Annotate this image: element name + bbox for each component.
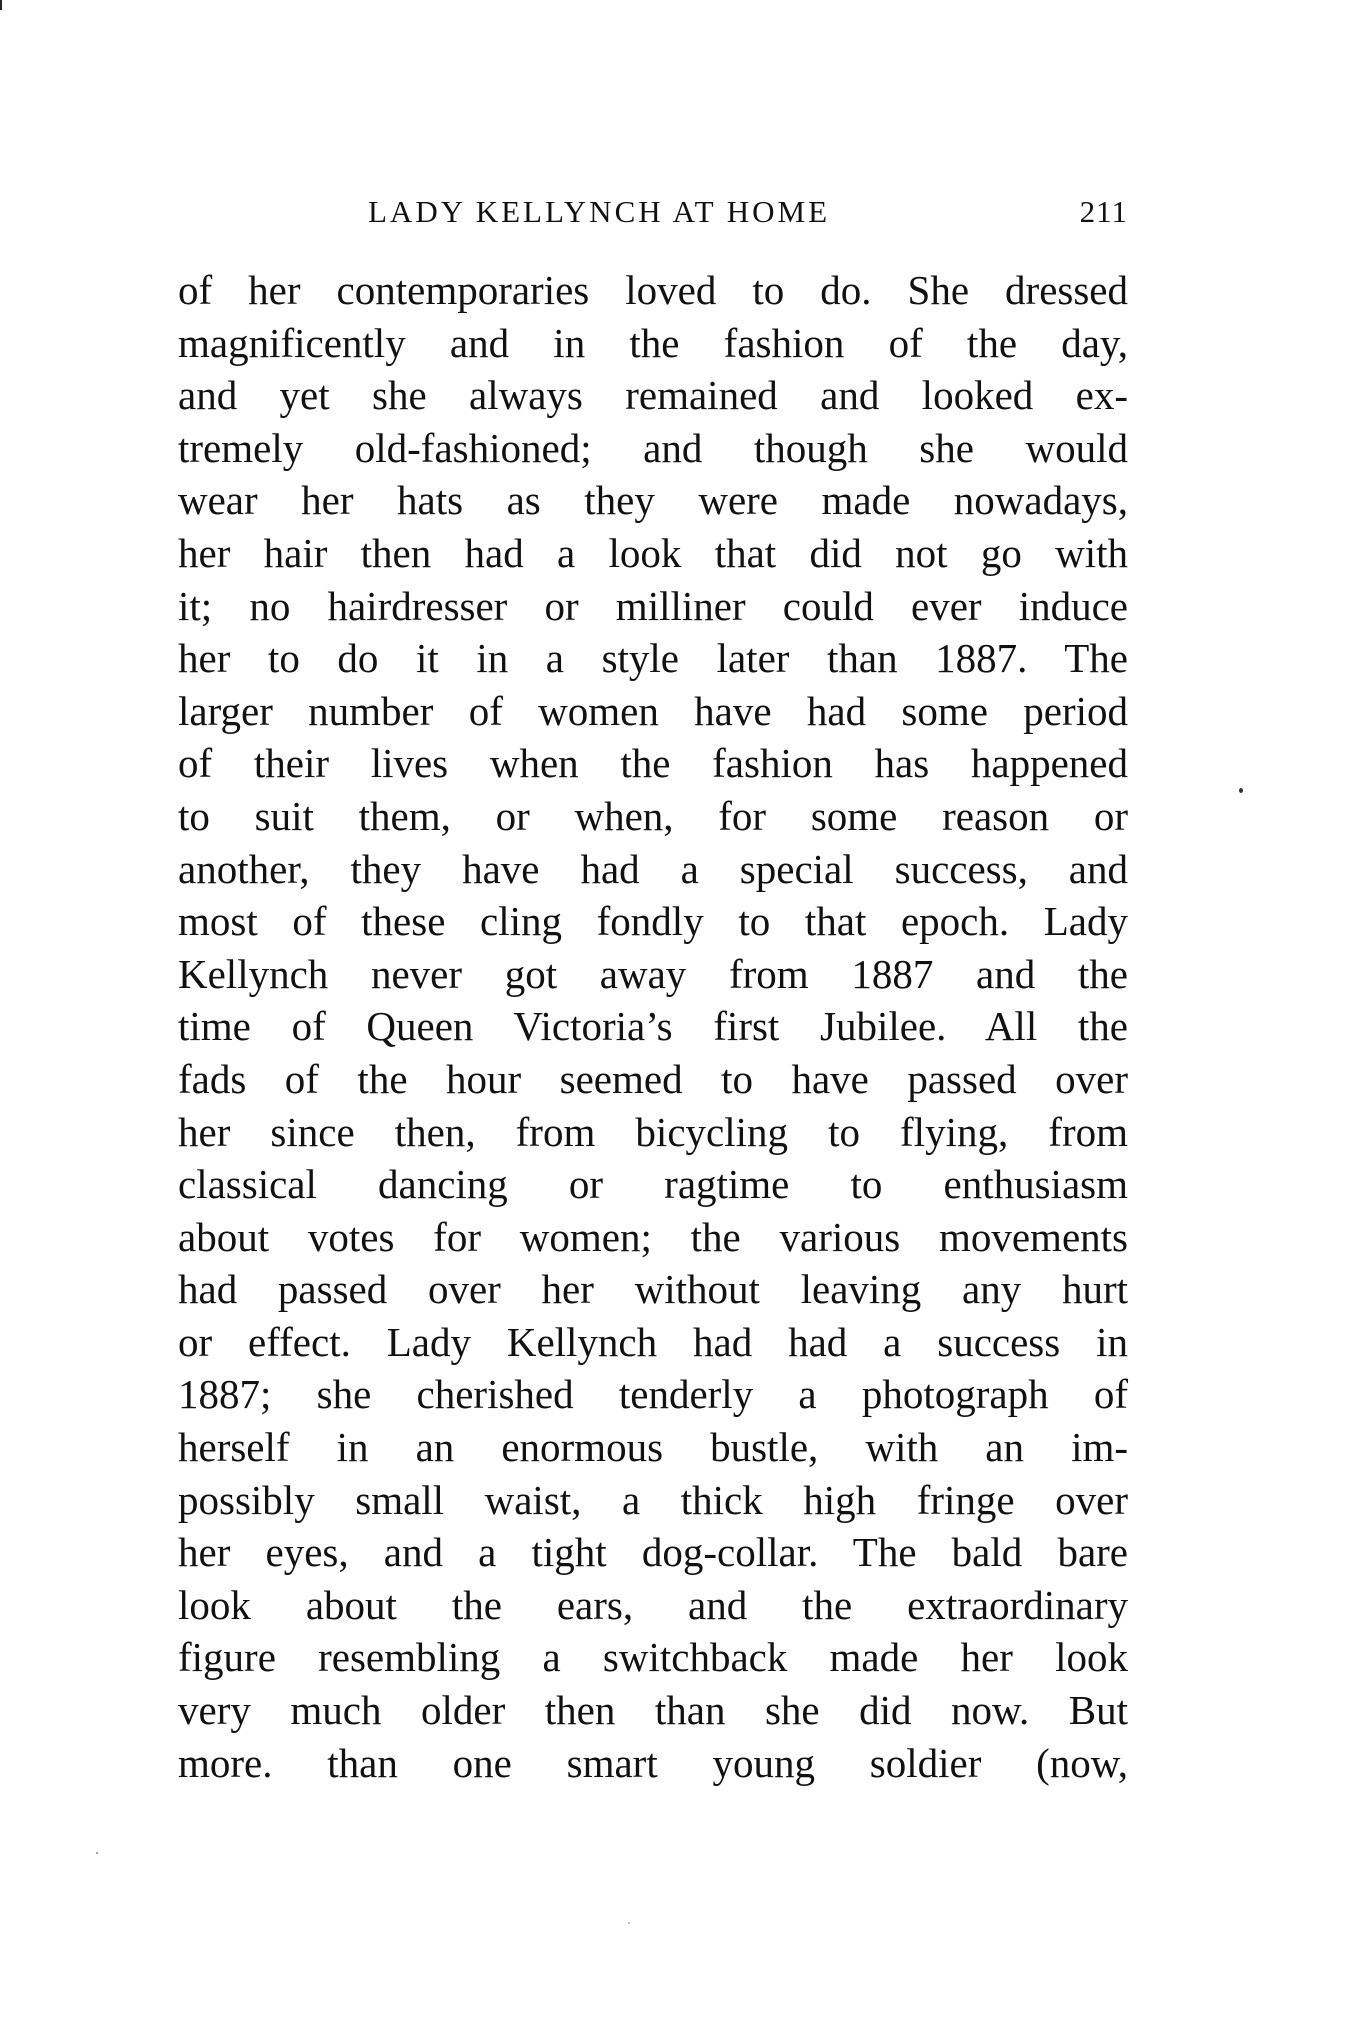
text-line: look about the ears, and the extraordinary — [178, 1581, 1128, 1628]
text-line: had passed over her without leaving any hurt — [178, 1266, 1128, 1313]
text-line: and yet she always remained and looked ex- — [178, 372, 1128, 419]
scan-speck — [96, 1852, 98, 1854]
text-line: possibly small waist, a thick high fringe over — [178, 1476, 1128, 1523]
text-line: of their lives when the fashion has happened — [178, 740, 1128, 787]
text-line: her hair then had a look that did not go with — [178, 529, 1128, 576]
scan-edge-mark — [0, 0, 2, 10]
text-line: her since then, from bicycling to flying, from — [178, 1108, 1128, 1155]
text-line: magnificently and in the fashion of the day, — [178, 319, 1128, 366]
text-line: to suit them, or when, for some reason or — [178, 792, 1128, 839]
text-line: 1887; she cherished tenderly a photograph of — [178, 1371, 1128, 1418]
text-line: classical dancing or ragtime to enthusiasm — [178, 1161, 1128, 1208]
scan-speck — [1239, 788, 1243, 793]
text-line: larger number of women have had some period — [178, 687, 1128, 734]
text-line: it; no hairdresser or milliner could ever induce — [178, 582, 1128, 629]
text-line: of her contemporaries loved to do. She dressed — [178, 267, 1128, 313]
text-line: or effect. Lady Kellynch had had a success in — [178, 1318, 1128, 1365]
text-line: tremely old-fashioned; and though she would — [178, 424, 1128, 471]
text-line: wear her hats as they were made nowadays, — [178, 477, 1128, 524]
text-line: Kellynch never got away from 1887 and the — [178, 950, 1128, 997]
running-head — [178, 194, 1128, 244]
text-line: most of these cling fondly to that epoch. Lady — [178, 898, 1128, 945]
body-text — [178, 264, 1128, 1789]
text-line: her to do it in a style later than 1887. The — [178, 635, 1128, 682]
text-line: about votes for women; the various movements — [178, 1213, 1128, 1260]
text-line: herself in an enormous bustle, with an im- — [178, 1424, 1128, 1471]
text-line: her eyes, and a tight dog-collar. The bald bare — [178, 1529, 1128, 1576]
text-line: fads of the hour seemed to have passed over — [178, 1055, 1128, 1102]
text-line: very much older then than she did now. But — [178, 1687, 1128, 1734]
text-line: figure resembling a switchback made her look — [178, 1634, 1128, 1681]
text-line: another, they have had a special success, and — [178, 845, 1128, 892]
text-line: time of Queen Victoria’s first Jubilee. All the — [178, 1003, 1128, 1050]
running-title: LADY KELLYNCH AT HOME — [368, 194, 831, 229]
page-number: 211 — [1079, 194, 1128, 229]
scan-speck — [628, 1922, 630, 1924]
text-line: more. than one smart young soldier (now, — [178, 1739, 1128, 1786]
